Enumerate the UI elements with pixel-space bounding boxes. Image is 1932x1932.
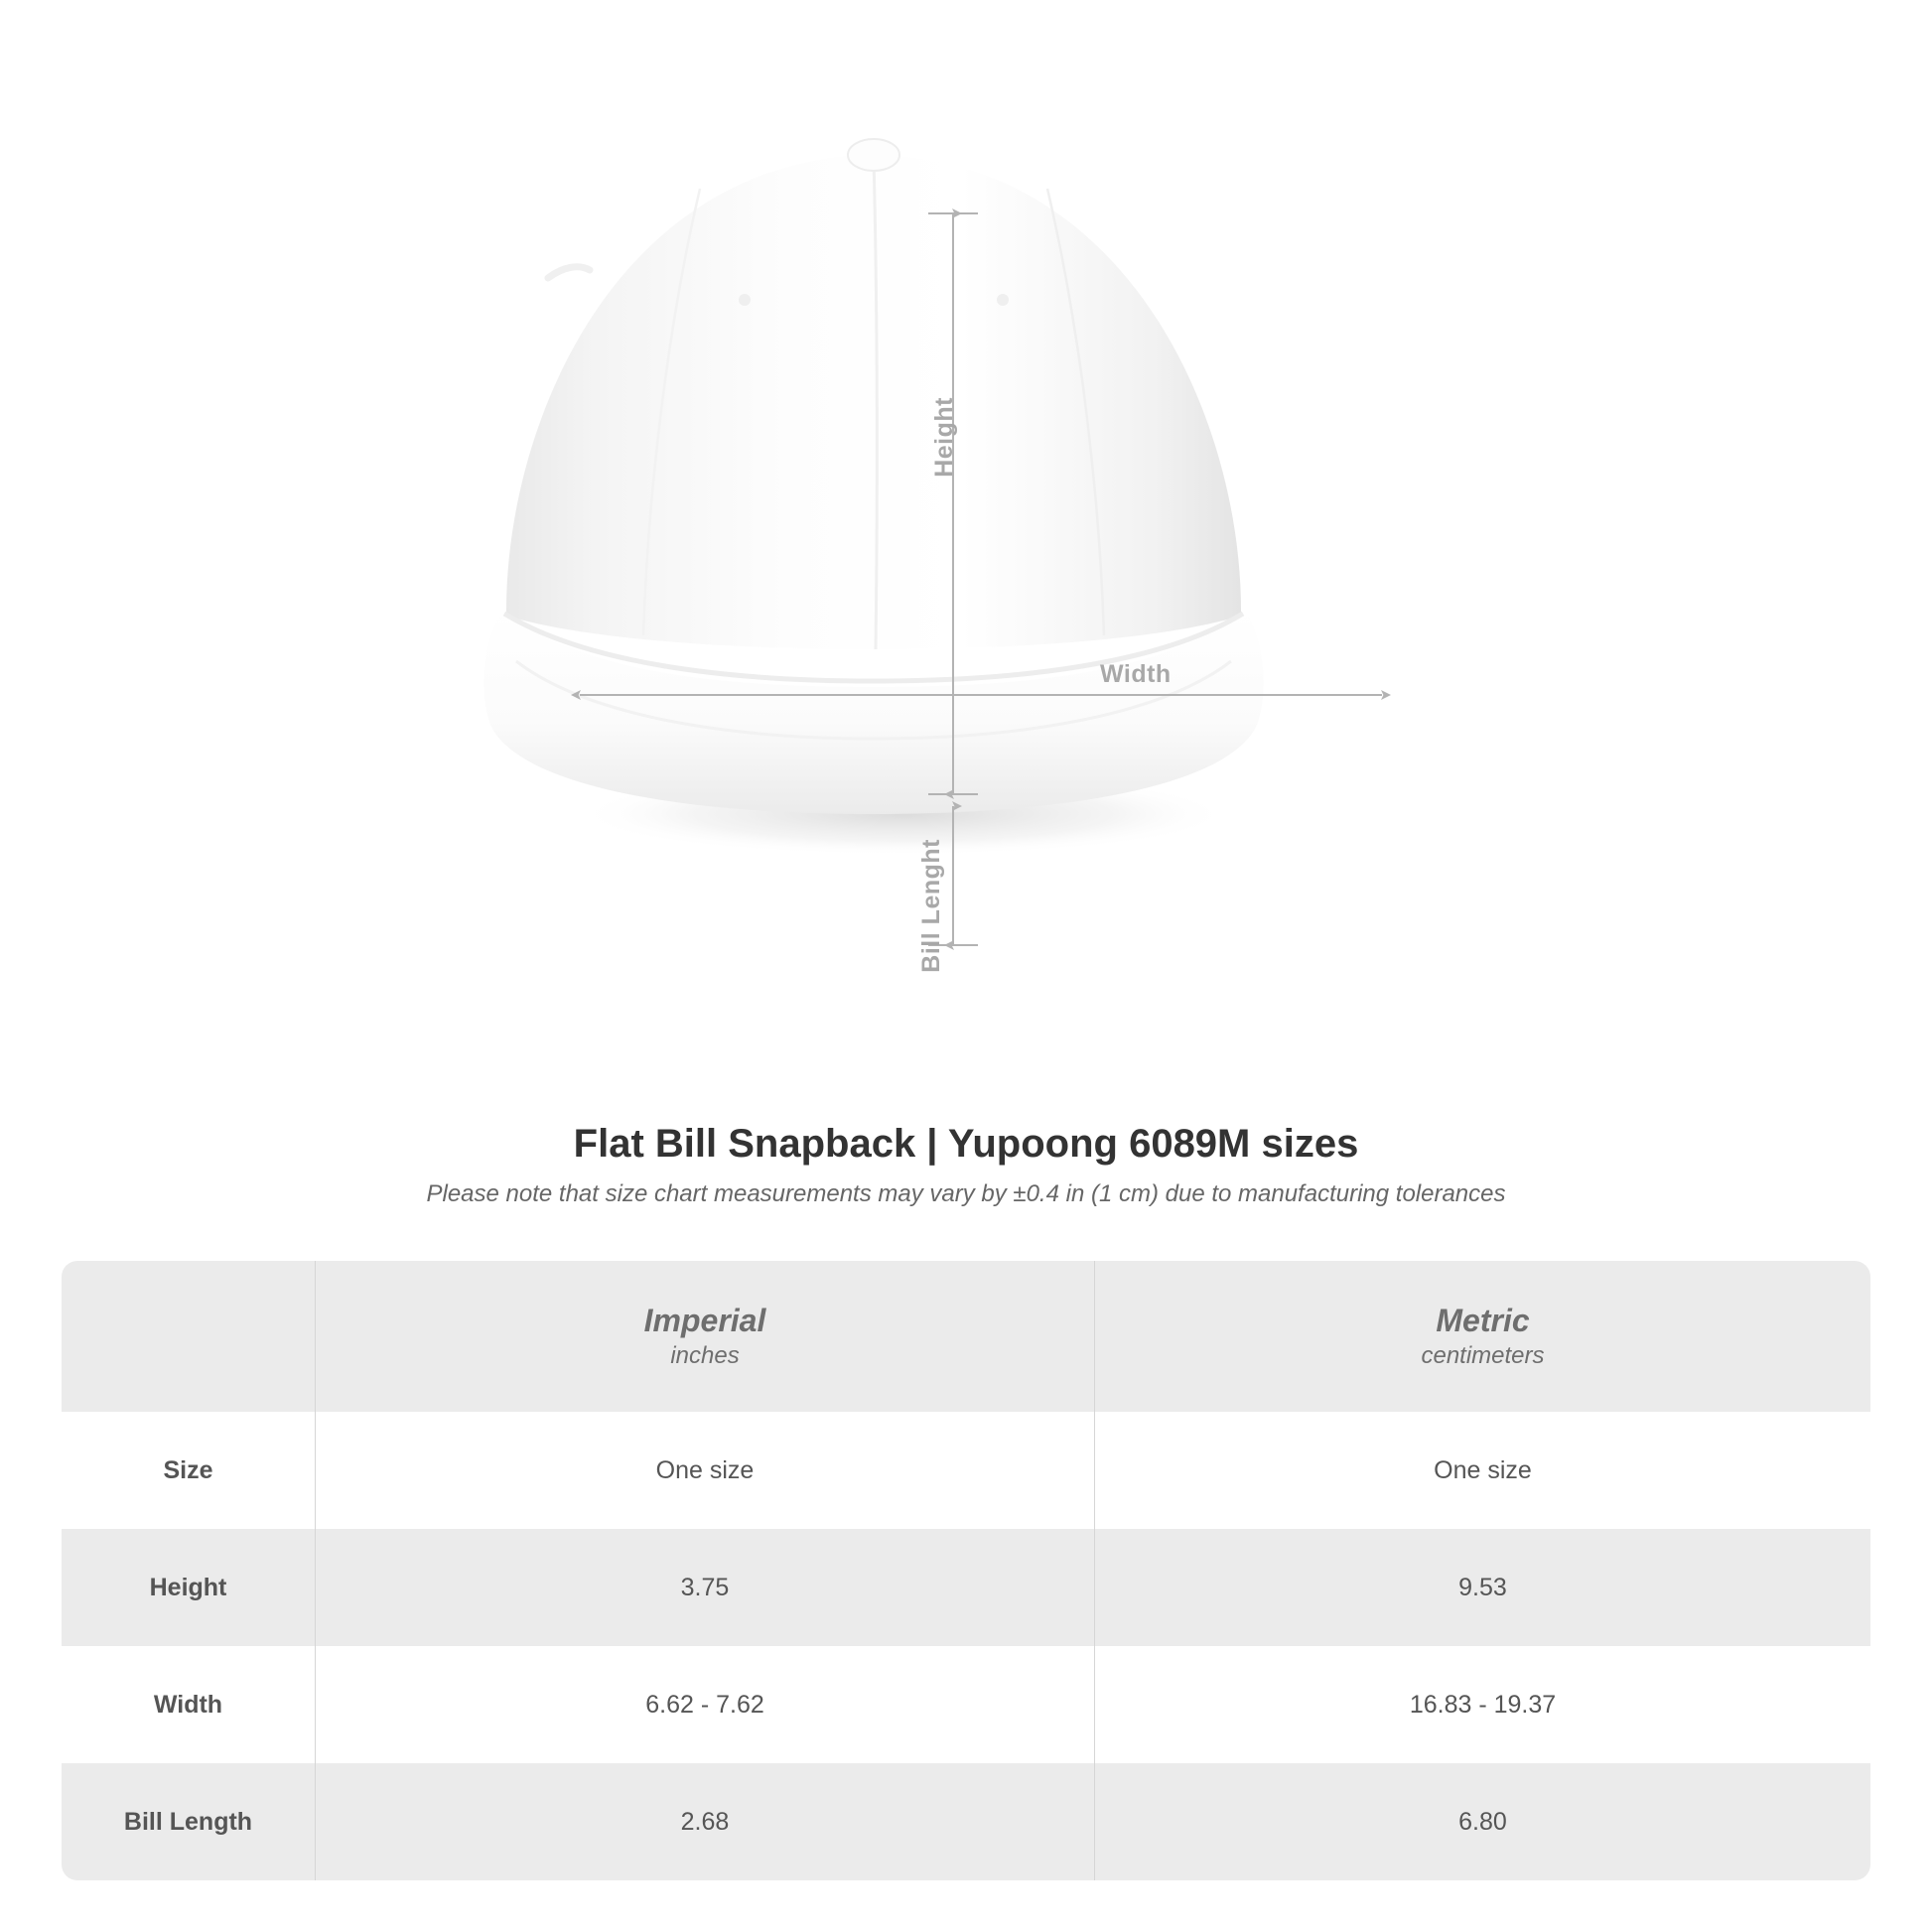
cell-size-metric: One size: [1094, 1412, 1870, 1529]
row-label-size: Size: [163, 1455, 213, 1484]
cell-bill-length-imperial: 2.68: [315, 1763, 1094, 1880]
table-row: [62, 1646, 1870, 1763]
table-header-row: [62, 1261, 1870, 1412]
metric-unit-sub: centimeters: [1421, 1342, 1545, 1370]
width-dimension-label: Width: [1100, 660, 1172, 688]
bill-length-label-line2: Lenght: [917, 839, 945, 925]
table-row: [62, 1763, 1870, 1880]
row-label-width: Width: [153, 1690, 223, 1719]
cell-height-imperial: 3.75: [315, 1529, 1094, 1646]
row-label-bill-length: Bill Length: [62, 1763, 315, 1880]
metric-unit-name: Metric: [1436, 1303, 1530, 1339]
cell-height-metric: 9.53: [1094, 1529, 1870, 1646]
cell-size-imperial: One size: [315, 1412, 1094, 1529]
table-row: [62, 1412, 1870, 1529]
table-row: [62, 1529, 1870, 1646]
header-metric: [1094, 1261, 1870, 1412]
imperial-unit-name: Imperial: [643, 1303, 766, 1339]
header-blank-cell: [62, 1261, 315, 1412]
cell-width-metric: 16.83 - 19.37: [1094, 1646, 1870, 1763]
tolerance-note: Please note that size chart measurements may vary by ±0.4 in (1 cm) due to manufacturing tolerances: [426, 1180, 1506, 1207]
size-chart-table: [62, 1261, 1870, 1880]
imperial-unit-sub: inches: [670, 1342, 740, 1370]
height-dimension-label: Height: [930, 397, 958, 478]
header-imperial: [315, 1261, 1094, 1412]
title-block: [0, 1122, 1932, 1208]
page-title: Flat Bill Snapback | Yupoong 6089M sizes: [573, 1122, 1359, 1166]
row-label-height: Height: [62, 1529, 315, 1646]
cell-width-imperial: 6.62 - 7.62: [315, 1646, 1094, 1763]
bill-length-dimension-label: [918, 839, 944, 973]
bill-length-label-line1: Bill: [917, 931, 945, 973]
cell-bill-length-metric: 6.80: [1094, 1763, 1870, 1880]
